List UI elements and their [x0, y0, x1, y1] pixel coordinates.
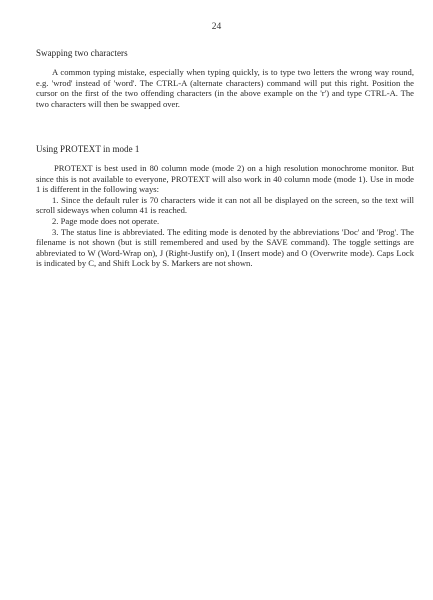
list-item: 1. Since the default ruler is 70 characters wide it can not all be displayed on the screen, so the text will scroll sideways when column 41 is reached.: [36, 194, 414, 216]
section-swapping-characters: [36, 48, 414, 109]
paragraph-intro: PROTEXT is best used in 80 column mode (mode 2) on a high resolution monochrome monitor. But since this is not available to everyone, PROTEXT will also work in 40 column mode (mode 1). Use in mode 1 is different in the following ways:: [36, 163, 414, 195]
page-number: 24: [211, 22, 222, 32]
section-heading: Using PROTEXT in mode 1: [36, 144, 140, 154]
list-item: 3. The status line is abbreviated. The editing mode is denoted by the abbreviations 'Doc' and 'Prog'. The filename is not shown (but is still remembered and used by the SAVE command). The toggle settings are abbreviated to W (Word-Wrap on), J (Right-Justify on), I (Insert mode) and O (Overwrite mode). Caps Lock is indicated by C, and Shift Lock by S. Markers are not shown.: [36, 226, 414, 269]
list-item: 2. Page mode does not operate.: [52, 215, 160, 226]
paragraph: A common typing mistake, especially when typing quickly, is to type two letters the wrong way round, e.g. 'wrod' instead of 'word'. The CTRL-A (alternate characters) command will put this right. Position the cursor on the first of the two offending characters (in the above example on the 'r') and type CTRL-A. The two characters will then be swapped over.: [36, 67, 414, 109]
section-heading: Swapping two characters: [36, 48, 128, 58]
section-protext-mode-1: [36, 144, 414, 269]
